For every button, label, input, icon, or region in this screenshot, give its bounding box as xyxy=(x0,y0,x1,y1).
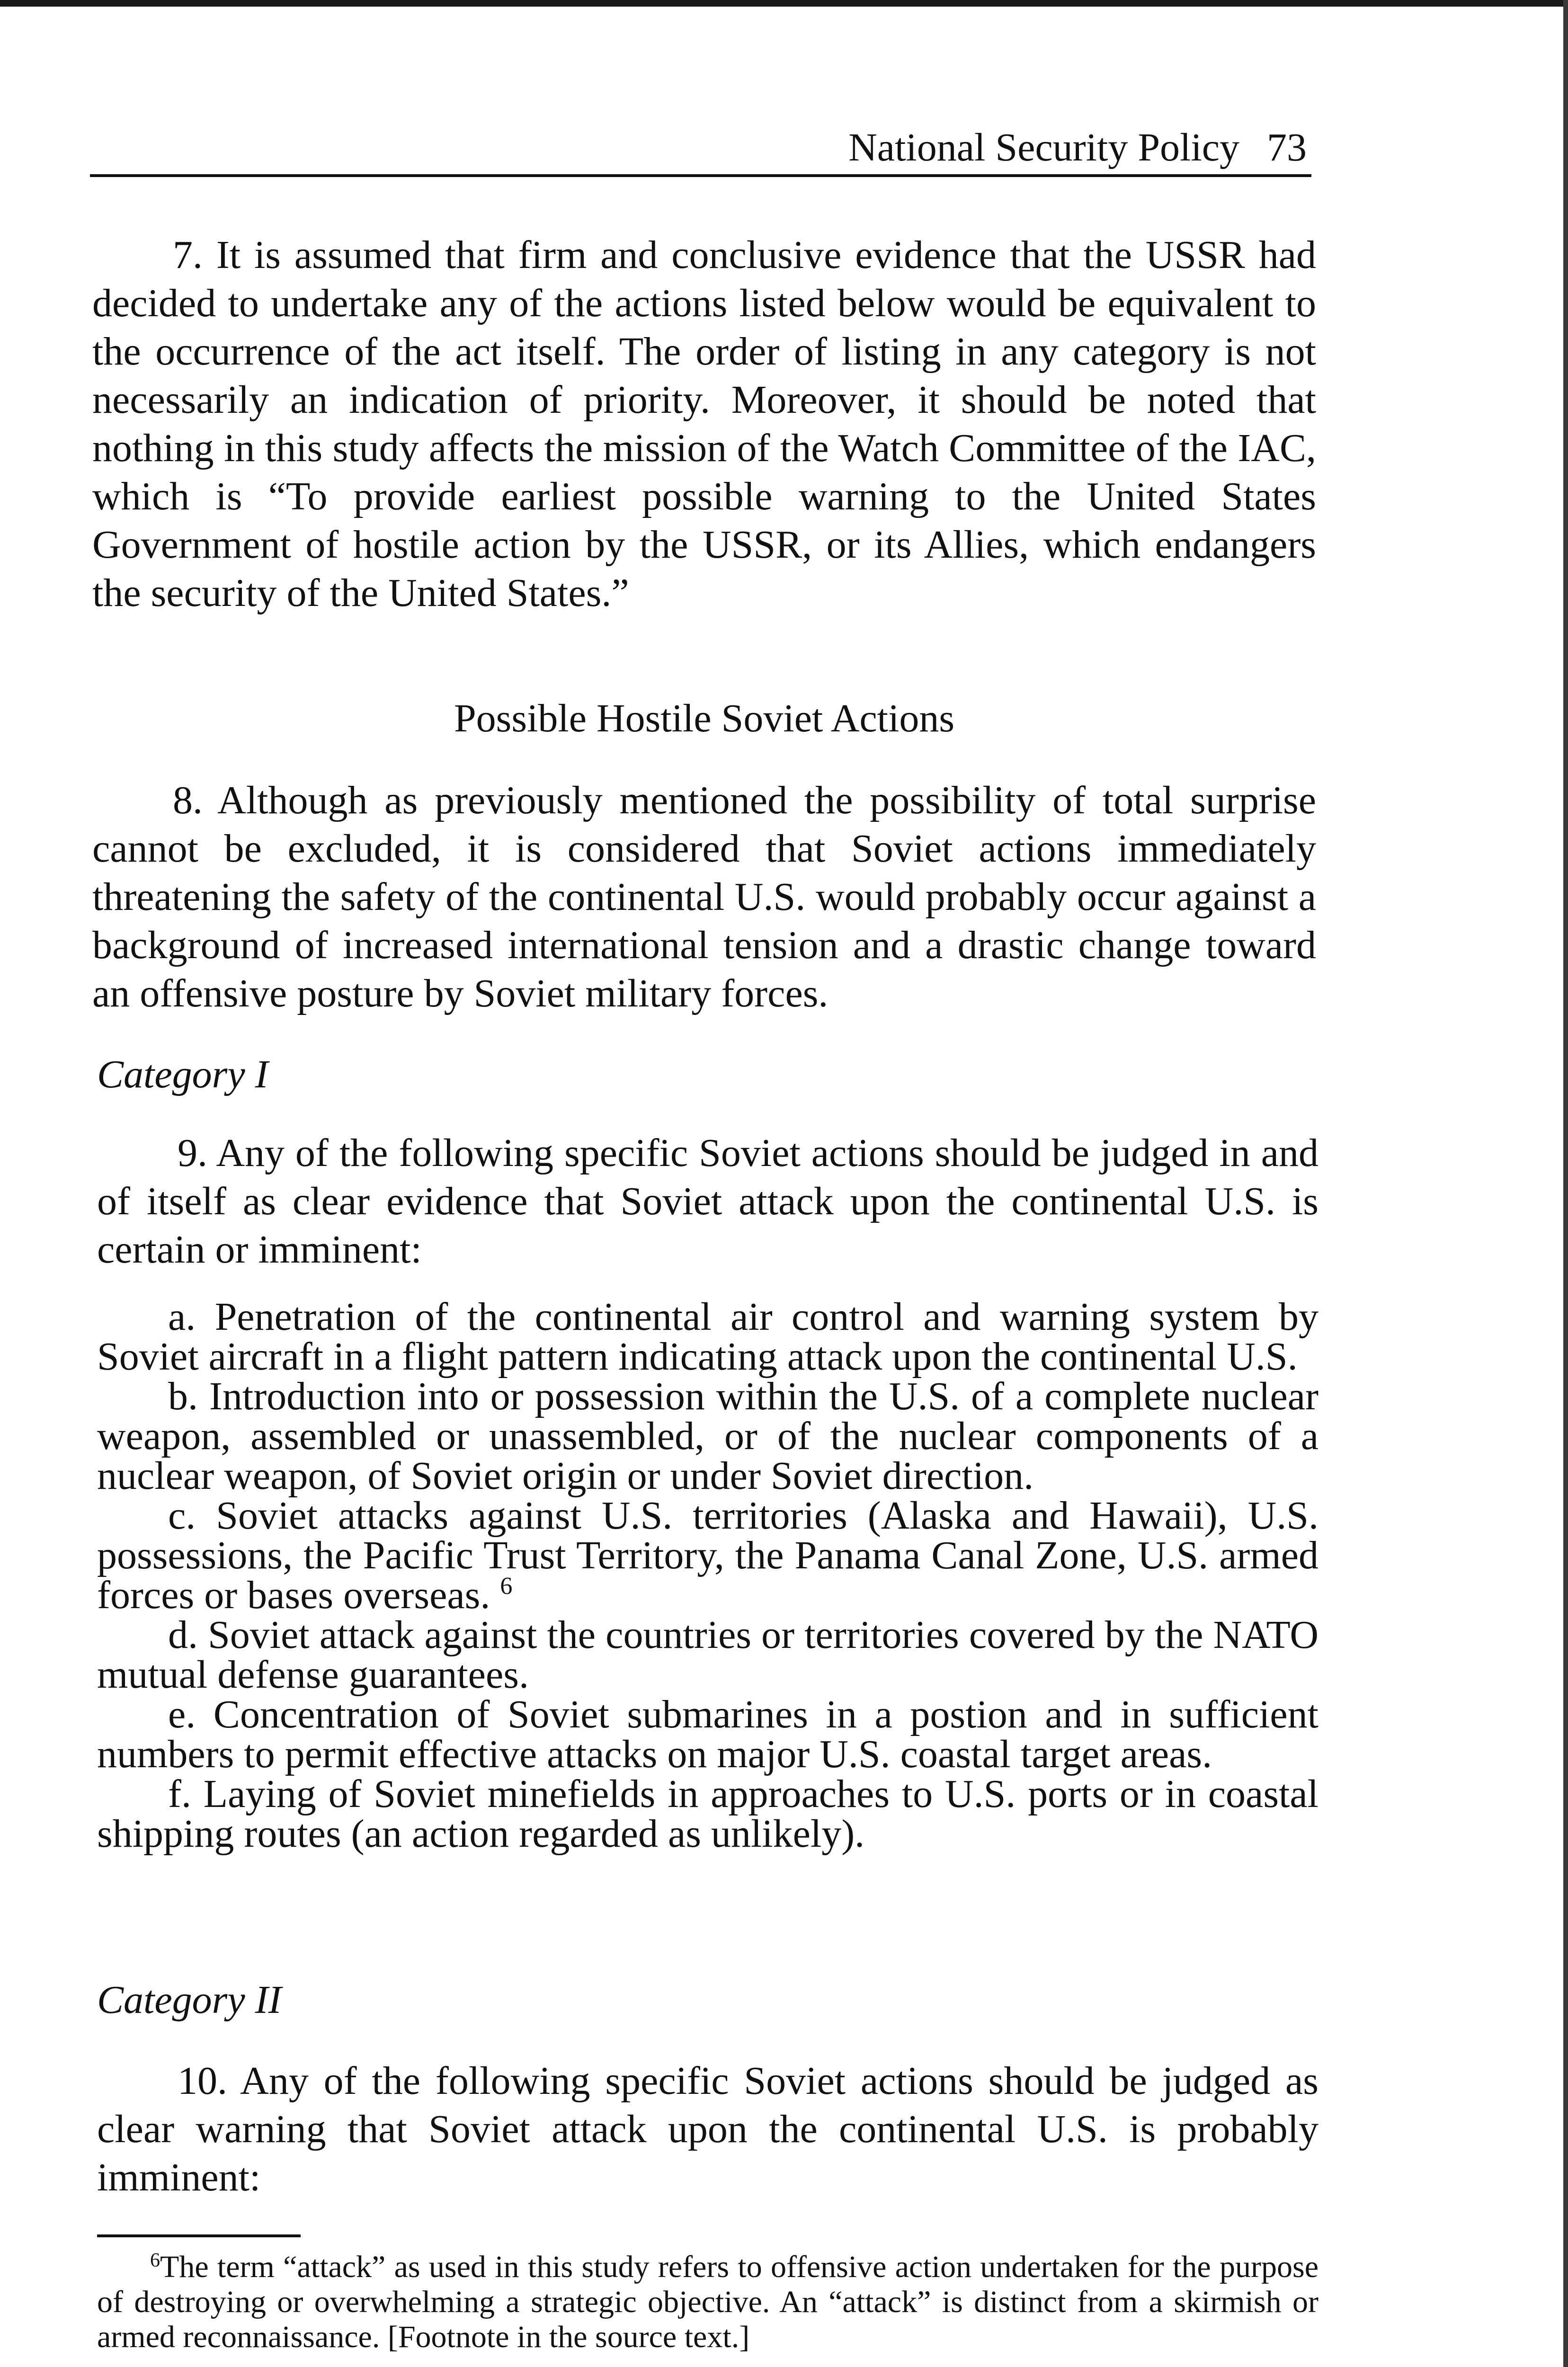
footnote-rule xyxy=(97,2234,301,2237)
running-head xyxy=(90,124,1307,171)
footnote-6 xyxy=(97,2250,1319,2355)
list-item-a: a. Penetration of the continental air control and warning system by Soviet aircraft in a flight pattern indicating attack upon the continental U.S. xyxy=(97,1295,1319,1379)
category-2-heading: Category II xyxy=(97,1978,282,2022)
list-item-c-text: c. Soviet attacks against U.S. territories (Alaska and Hawaii), U.S. possessions, the Pacific Trust Territory, the Panama Canal Zone, U.S. armed forces or bases overseas. xyxy=(97,1494,1319,1617)
paragraph-10: 10. Any of the following specific Soviet actions should be judged as clear warning that Soviet attack upon the continental U.S. is probably imminent: xyxy=(97,2059,1319,2199)
header-rule xyxy=(90,174,1311,177)
page-top-edge xyxy=(0,0,1568,7)
footnote-marker: 6 xyxy=(150,2250,160,2271)
paragraph-7: 7. It is assumed that firm and conclusive evidence that the USSR had decided to undertake any of the actions listed below would be equivalent to the occurrence of the act itself. The order of listing in any category is not necessarily an indication of priority. Moreover, it should be noted that nothing in this study affects the mission of the Watch Committee of the IAC, which is “To provide earliest possible warning to the United States Government of hostile action by the USSR, or its Allies, which endangers the security of the United States.” xyxy=(92,233,1316,615)
footnote-text: The term “attack” as used in this study refers to offensive action undertaken for the purpose of destroying or overwhelming a strategic objective. An “attack” is distinct from a skirmish or armed reconnaissance. [Footnote in the source text.] xyxy=(97,2250,1319,2354)
list-item-d: d. Soviet attack against the countries or territories covered by the NATO mutual defense guarantees. xyxy=(97,1613,1319,1697)
section-heading: Possible Hostile Soviet Actions xyxy=(454,696,955,740)
running-head-title: National Security Policy xyxy=(848,125,1239,169)
paragraph-8: 8. Although as previously mentioned the possibility of total surprise cannot be excluded, it is considered that Soviet actions immediately threatening the safety of the continental U.S. would probably occur against a background of increased international tension and a drastic change toward an offensive posture by Soviet military forces. xyxy=(92,778,1316,1015)
category-1-list xyxy=(97,1297,1319,1854)
footnote-ref-6: 6 xyxy=(500,1573,513,1600)
page-right-edge xyxy=(1563,0,1568,2367)
category-1-heading: Category I xyxy=(97,1052,268,1096)
list-item-e: e. Concentration of Soviet submarines in a postion and in sufficient numbers to permit effective attacks on major U.S. coastal target areas. xyxy=(97,1692,1319,1776)
paragraph-9: 9. Any of the following specific Soviet actions should be judged in and of itself as clear evidence that Soviet attack upon the continental U.S. is certain or imminent: xyxy=(97,1131,1319,1272)
page-number: 73 xyxy=(1267,125,1307,169)
list-item-c xyxy=(97,1496,1319,1615)
list-item-b: b. Introduction into or possession within the U.S. of a complete nuclear weapon, assembled or unassembled, or of the nuclear components of a nuclear weapon, of Soviet origin or under Soviet direction. xyxy=(97,1374,1319,1498)
list-item-f: f. Laying of Soviet minefields in approaches to U.S. ports or in coastal shipping routes (an action regarded as unlikely). xyxy=(97,1772,1319,1856)
